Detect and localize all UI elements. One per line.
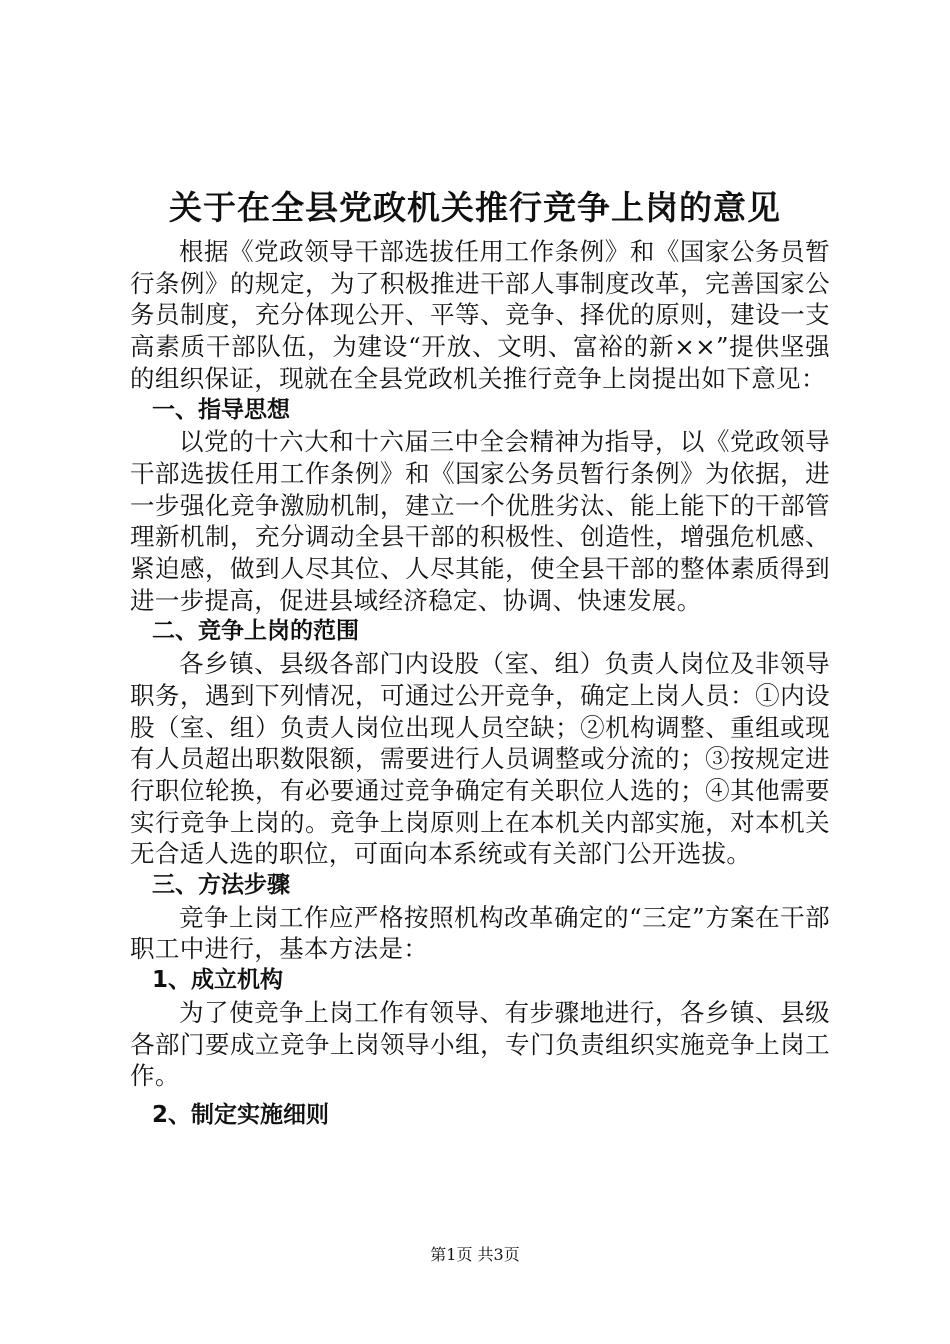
page-footer: 第1页 共3页	[430, 1245, 520, 1264]
section-heading-scope: 二、竞争上岗的范围	[152, 618, 359, 645]
section-text-scope: 各乡镇、县级各部门内设股（室、组）负责人岗位及非领导职务，遇到下列情况，可通过公开竞争，确定上岗人员：①内设股（室、组）负责人岗位出现人员空缺；②机构调整、重组或现有人员超出职数限额，需要进行人员调整或分流的；③按规定进行职位轮换，有必要通过竞争确定有关职位人选的；④其他需要实行竞争上岗的。竞争上岗原则上在本机关内部实施，对本机关无合适人选的职位，可面向本系统或有关部门公开选拔。	[130, 649, 830, 869]
section-text-guiding-ideology: 以党的十六大和十六届三中全会精神为指导，以《党政领导干部选拔任用工作条例》和《国家公务员暂行条例》为依据，进一步强化竞争激励机制，建立一个优胜劣汰、能上能下的干部管理新机制，充分调动全县干部的积极性、创造性，增强危机感、紧迫感，做到人尽其位、人尽其能，使全县干部的整体素质得到进一步提高，促进县域经济稳定、协调、快速发展。	[130, 427, 830, 615]
section-heading-guiding-ideology: 一、指导思想	[152, 396, 290, 423]
document-title: 关于在全县党政机关推行竞争上岗的意见	[169, 188, 781, 227]
section-heading-establish-organization: 1、成立机构	[152, 967, 284, 994]
document-body	[130, 236, 830, 1132]
section-text-establish-organization: 为了使竞争上岗工作有领导、有步骤地进行，各乡镇、县级各部门要成立竞争上岗领导小组，专门负责组织实施竞争上岗工作。	[130, 997, 830, 1091]
intro-paragraph: 根据《党政领导干部选拔任用工作条例》和《国家公务员暂行条例》的规定，为了积极推进干部人事制度改革，完善国家公务员制度，充分体现公开、平等、竞争、择优的原则，建设一支高素质干部队伍，为建设“开放、文明、富裕的新××”提供坚强的组织保证，现就在全县党政机关推行竞争上岗提出如下意见：	[130, 237, 830, 393]
section-heading-methods: 三、方法步骤	[152, 872, 290, 899]
section-text-methods: 竞争上岗工作应严格按照机构改革确定的“三定”方案在干部职工中进行，基本方法是：	[130, 902, 830, 964]
section-heading-implementation-rules: 2、制定实施细则	[152, 1101, 330, 1128]
